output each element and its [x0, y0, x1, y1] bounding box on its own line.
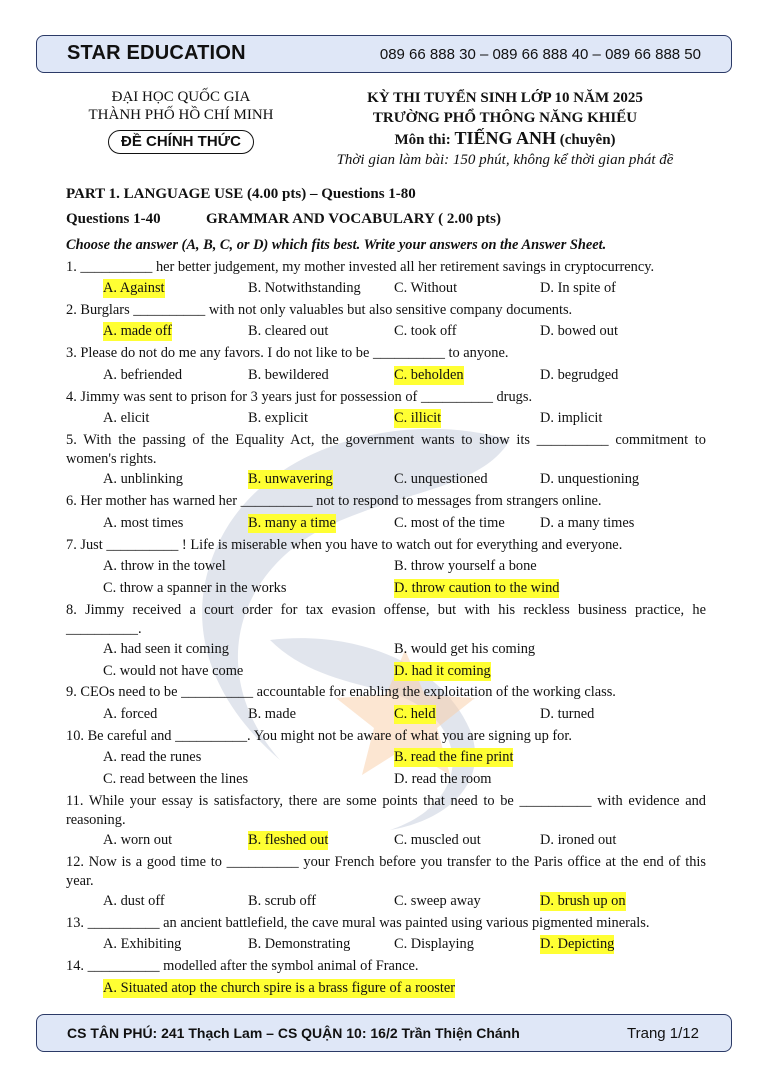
phone-numbers: 089 66 888 30 – 089 66 888 40 – 089 66 888 50: [379, 46, 701, 63]
exam-header: [300, 88, 710, 170]
q7-option-d[interactable]: D. throw caution to the wind: [394, 580, 560, 596]
q6-option-c[interactable]: C. most of the time: [394, 515, 505, 531]
question-5: 5. With the passing of the Equality Act, the government wants to show its __________ commitment to women's rights.: [66, 432, 706, 467]
q9-option-d[interactable]: D. turned: [540, 706, 595, 722]
section-title: GRAMMAR AND VOCABULARY ( 2.00 pts): [206, 211, 501, 227]
q10-option-c[interactable]: C. read between the lines: [103, 771, 249, 787]
subject-name: TIẾNG ANH: [454, 128, 556, 148]
q13-option-a[interactable]: A. Exhibiting: [103, 936, 182, 952]
q7-option-b[interactable]: B. throw yourself a bone: [394, 558, 537, 574]
part-title: PART 1. LANGUAGE USE (4.00 pts) – Questions 1-80: [66, 186, 416, 202]
q12-option-d[interactable]: D. brush up on: [540, 893, 626, 909]
q5-option-a[interactable]: A. unblinking: [103, 471, 183, 487]
q4-option-d[interactable]: D. implicit: [540, 410, 603, 426]
q4-option-b[interactable]: B. explicit: [248, 410, 308, 426]
university-line-2: THÀNH PHỐ HỒ CHÍ MINH: [88, 107, 274, 123]
q2-option-b[interactable]: B. cleared out: [248, 323, 329, 339]
question-12: 12. Now is a good time to __________ your French before you transfer to the Paris office at the end of this year.: [66, 854, 706, 889]
question-9: 9. CEOs need to be __________ accountable for enabling the exploitation of the working class.: [66, 684, 616, 700]
q1-option-a[interactable]: A. Against: [103, 280, 165, 296]
q8-option-c[interactable]: C. would not have come: [103, 663, 244, 679]
subject-suffix: (chuyên): [559, 132, 616, 148]
q4-option-c[interactable]: C. illicit: [394, 410, 442, 426]
subject-label: Môn thi:: [394, 132, 451, 148]
university-line-1: ĐẠI HỌC QUỐC GIA: [111, 89, 251, 105]
q7-option-c[interactable]: C. throw a spanner in the works: [103, 580, 287, 596]
q10-option-d[interactable]: D. read the room: [394, 771, 492, 787]
q1-option-c[interactable]: C. Without: [394, 280, 458, 296]
q5-option-c[interactable]: C. unquestioned: [394, 471, 488, 487]
q11-option-d[interactable]: D. ironed out: [540, 832, 617, 848]
school-name: TRƯỜNG PHỔ THÔNG NĂNG KHIẾU: [372, 110, 638, 126]
q13-option-d[interactable]: D. Depicting: [540, 936, 615, 952]
q10-option-b[interactable]: B. read the fine print: [394, 749, 514, 765]
q12-option-a[interactable]: A. dust off: [103, 893, 165, 909]
q3-option-d[interactable]: D. begrudged: [540, 367, 619, 383]
q8-option-a[interactable]: A. had seen it coming: [103, 641, 229, 657]
q11-option-a[interactable]: A. worn out: [103, 832, 173, 848]
q3-option-c[interactable]: C. beholden: [394, 367, 464, 383]
exam-duration: Thời gian làm bài: 150 phút, không kể thời gian phát đề: [336, 152, 674, 168]
question-11: 11. While your essay is satisfactory, there are some points that need to be __________ with evidence and reasoning.: [66, 793, 706, 828]
q12-option-c[interactable]: C. sweep away: [394, 893, 481, 909]
q6-option-b[interactable]: B. many a time: [248, 515, 336, 531]
exam-title: KỲ THI TUYỂN SINH LỚP 10 NĂM 2025: [367, 90, 643, 106]
section-range: Questions 1-40: [66, 211, 161, 227]
question-14: 14. __________ modelled after the symbol animal of France.: [66, 958, 419, 974]
q2-option-c[interactable]: C. took off: [394, 323, 457, 339]
q1-option-d[interactable]: D. In spite of: [540, 280, 616, 296]
page-number: Trang 1/12: [627, 1025, 699, 1042]
q9-option-b[interactable]: B. made: [248, 706, 296, 722]
question-7: 7. Just __________ ! Life is miserable when you have to watch out for everything and everyone.: [66, 537, 623, 553]
question-6: 6. Her mother has warned her __________ not to respond to messages from strangers online.: [66, 493, 602, 509]
question-3: 3. Please do not do me any favors. I do not like to be __________ to anyone.: [66, 345, 509, 361]
q14-option-a[interactable]: A. Situated atop the church spire is a brass figure of a rooster: [103, 980, 456, 996]
campus-addresses: CS TÂN PHÚ: 241 Thạch Lam – CS QUẬN 10: 16/2 Trần Thiện Chánh: [67, 1025, 520, 1041]
section-heading: [66, 210, 706, 229]
question-1: 1. __________ her better judgement, my mother invested all her retirement savings in cryptocurrency.: [66, 259, 655, 275]
q9-option-c[interactable]: C. held: [394, 706, 436, 722]
q5-option-d[interactable]: D. unquestioning: [540, 471, 640, 487]
q2-option-a[interactable]: A. made off: [103, 323, 172, 339]
q7-option-a[interactable]: A. throw in the towel: [103, 558, 226, 574]
question-10: 10. Be careful and __________. You might not be aware of what you are signing up for.: [66, 728, 572, 744]
q2-option-d[interactable]: D. bowed out: [540, 323, 618, 339]
q13-option-c[interactable]: C. Displaying: [394, 936, 474, 952]
q6-option-d[interactable]: D. a many times: [540, 515, 635, 531]
subject-line: [300, 128, 710, 150]
header-banner: [36, 35, 732, 73]
footer-banner: [36, 1014, 732, 1052]
q9-option-a[interactable]: A. forced: [103, 706, 158, 722]
official-exam-badge: ĐỀ CHÍNH THỨC: [108, 130, 254, 154]
question-2: 2. Burglars __________ with not only valuables but also sensitive company documents.: [66, 302, 573, 318]
q5-option-b[interactable]: B. unwavering: [248, 471, 333, 487]
instruction: Choose the answer (A, B, C, or D) which fits best. Write your answers on the Answer Sheet.: [66, 237, 607, 253]
question-4: 4. Jimmy was sent to prison for 3 years just for possession of __________ drugs.: [66, 389, 533, 405]
university-header: [70, 88, 292, 154]
q8-option-d[interactable]: D. had it coming: [394, 663, 491, 679]
question-8: 8. Jimmy received a court order for tax evasion offense, but with his reckless business practice, he __________.: [66, 602, 706, 637]
q3-option-a[interactable]: A. befriended: [103, 367, 183, 383]
q8-option-b[interactable]: B. would get his coming: [394, 641, 536, 657]
q11-option-b[interactable]: B. fleshed out: [248, 832, 329, 848]
q4-option-a[interactable]: A. elicit: [103, 410, 150, 426]
q3-option-b[interactable]: B. bewildered: [248, 367, 329, 383]
question-13: 13. __________ an ancient battlefield, the cave mural was painted using various pigmented minerals.: [66, 915, 650, 931]
q6-option-a[interactable]: A. most times: [103, 515, 184, 531]
q10-option-a[interactable]: A. read the runes: [103, 749, 202, 765]
q1-option-b[interactable]: B. Notwithstanding: [248, 280, 361, 296]
q12-option-b[interactable]: B. scrub off: [248, 893, 317, 909]
brand-name: STAR EDUCATION: [67, 42, 246, 64]
q11-option-c[interactable]: C. muscled out: [394, 832, 481, 848]
q13-option-b[interactable]: B. Demonstrating: [248, 936, 351, 952]
